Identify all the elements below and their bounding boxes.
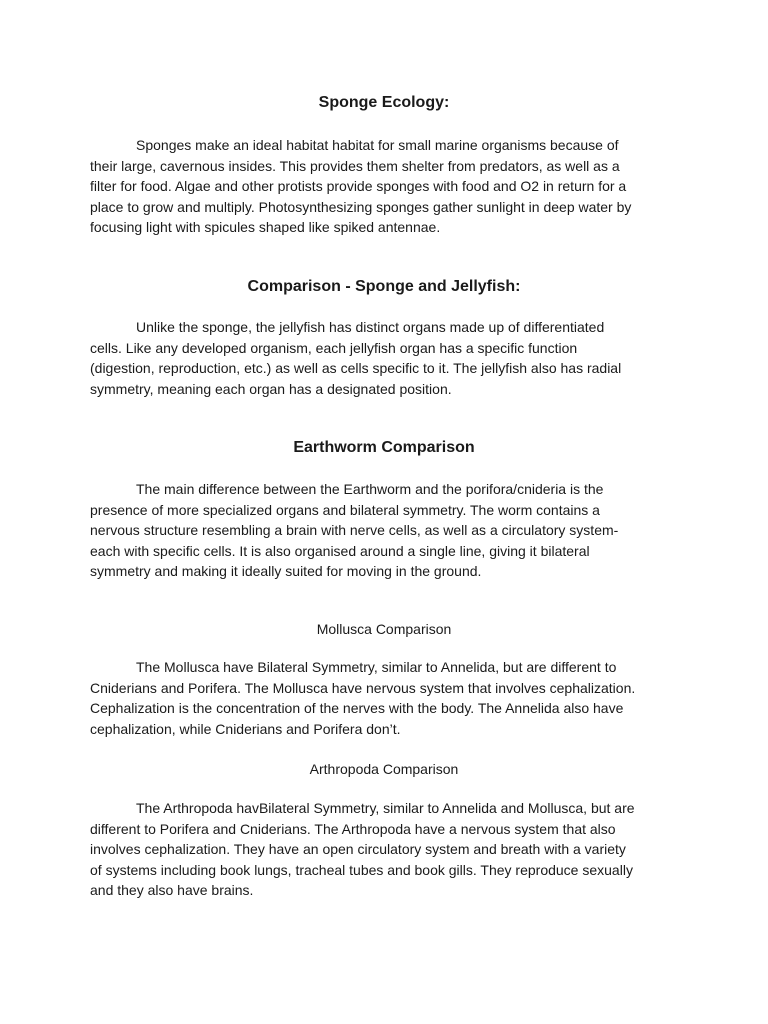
paragraph-line: Sponges make an ideal habitat habitat for small marine organisms because of (136, 137, 619, 153)
section-heading-arthropoda: Arthropoda Comparison (309, 761, 459, 777)
paragraph-line: presence of more specialized organs and bilateral symmetry. The worm contains a (90, 501, 600, 518)
section-heading-earthworm: Earthworm Comparison (293, 439, 475, 456)
paragraph-line: place to grow and multiply. Photosynthesizing sponges gather sunlight in deep water by (90, 198, 632, 215)
paragraph-line: cells. Like any developed organism, each jellyfish organ has a specific function (90, 339, 578, 356)
paragraph-line: Cephalization is the concentration of the nerves with the body. The Annelida also have (90, 700, 624, 717)
paragraph-line: and they also have brains. (90, 882, 254, 899)
section-paragraph-arthropoda (90, 798, 690, 901)
paragraph-line: Unlike the sponge, the jellyfish has distinct organs made up of differentiated (136, 319, 605, 335)
section-heading-mollusca: Mollusca Comparison (316, 621, 452, 637)
paragraph-line: The main difference between the Earthworm and the porifora/cnideria is the (136, 481, 604, 497)
paragraph-line: symmetry and making it ideally suited for moving in the ground. (90, 563, 482, 580)
paragraph-line: different to Porifera and Cniderians. The Arthropoda have a nervous system that also (90, 820, 616, 837)
paragraph-line: symmetry, meaning each organ has a designated position. (90, 380, 452, 397)
paragraph-line: The Mollusca have Bilateral Symmetry, similar to Annelida, but are different to (136, 659, 617, 675)
section-paragraph-sponge-ecology (90, 135, 690, 238)
paragraph-line: each with specific cells. It is also organised around a single line, giving it bilateral (90, 542, 590, 559)
section-paragraph-earthworm (90, 479, 690, 582)
section-heading-sponge-ecology: Sponge Ecology: (318, 94, 450, 111)
paragraph-line: The Arthropoda havBilateral Symmetry, similar to Annelida and Mollusca, but are (136, 800, 635, 816)
paragraph-line: (digestion, reproduction, etc.) as well as cells specific to it. The jellyfish also has radial (90, 360, 622, 377)
paragraph-line: of systems including book lungs, tracheal tubes and book gills. They reproduce sexually (90, 861, 633, 878)
paragraph-line: Cniderians and Porifera. The Mollusca have nervous system that involves cephalization. (90, 679, 636, 696)
paragraph-line: cephalization, while Cniderians and Porifera don’t. (90, 720, 401, 737)
section-heading-sponge-jellyfish: Comparison - Sponge and Jellyfish: (247, 278, 521, 295)
paragraph-line: involves cephalization. They have an open circulatory system and breath with a variety (90, 841, 626, 858)
section-paragraph-sponge-jellyfish (90, 317, 690, 399)
paragraph-line: filter for food. Algae and other protists provide sponges with food and O2 in return for a (90, 178, 627, 195)
paragraph-line: their large, cavernous insides. This provides them shelter from predators, as well as a (90, 157, 620, 174)
paragraph-line: focusing light with spicules shaped like spiked antennae. (90, 219, 441, 236)
paragraph-line: nervous structure resembling a brain with nerve cells, as well as a circulatory system- (90, 522, 619, 539)
section-paragraph-mollusca (90, 657, 690, 739)
